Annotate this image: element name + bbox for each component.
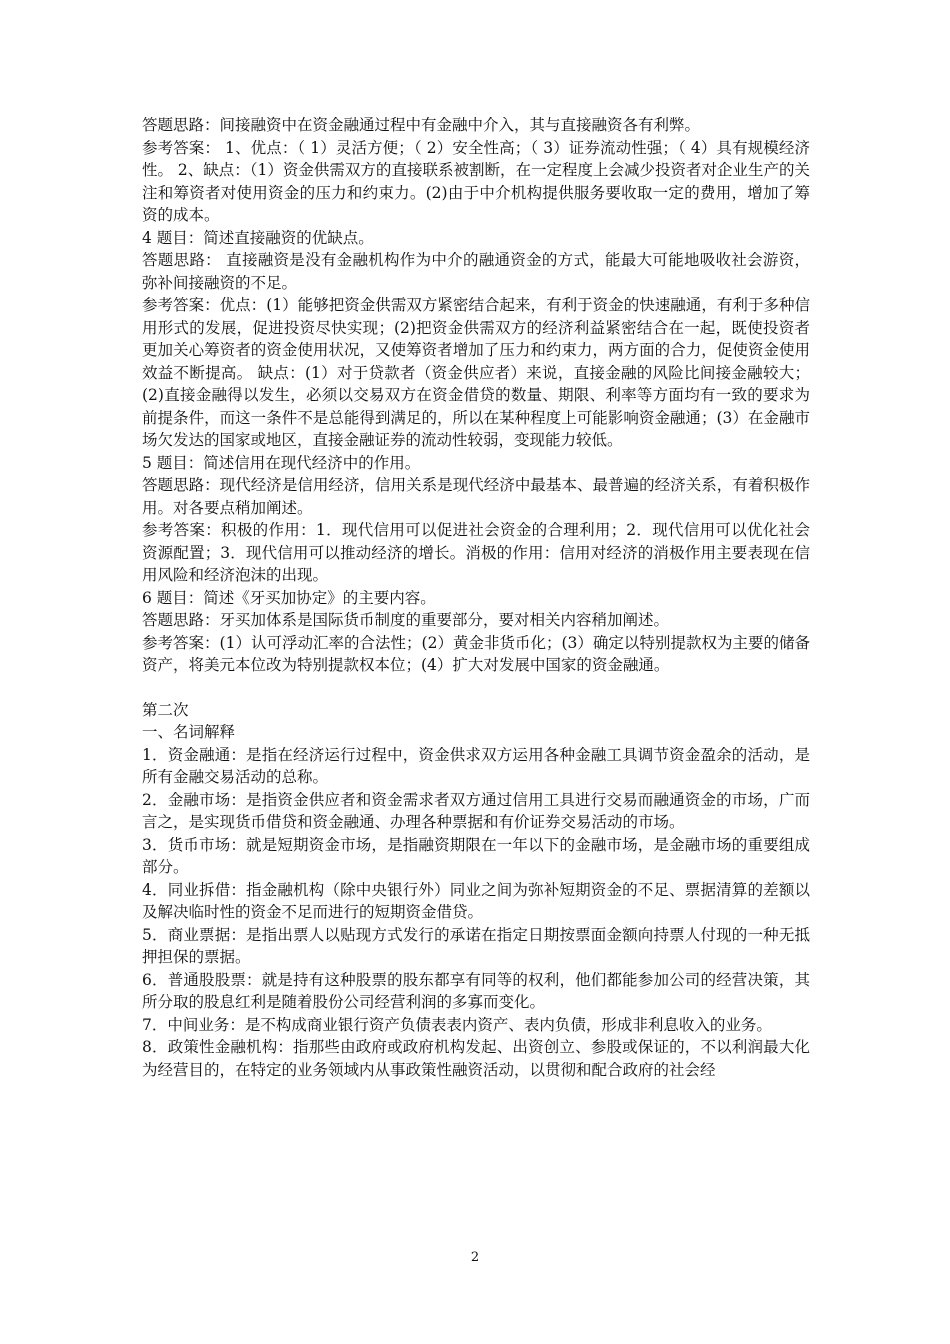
question-heading: 5 题目：简述信用在现代经济中的作用。 (142, 453, 421, 472)
paragraph: 参考答案： 1、优点：（ 1）灵活方便；（ 2）安全性高；（ 3）证券流动性强；（ 4）具有规模经济性。 2、缺点：（1）资金供需双方的直接联系被割断，在一定程度上会减少投资者对企业生产的关注和筹资者对使用资金的压力和约束力。(2)由于中介机构提供服务要收取一定的费用，增加了筹资的成本。 (142, 138, 810, 224)
paragraph: 参考答案：(1）认可浮动汇率的合法性；(2）黄金非货币化；(3）确定以特别提款权为主要的储备资产，将美元本位改为特别提款权本位；(4）扩大对发展中国家的资金融通。 (142, 633, 810, 674)
term-definition: 4．同业拆借：指金融机构（除中央银行外）同业之间为弥补短期资金的不足、票据清算的差额以及解决临时性的资金不足而进行的短期资金借贷。 (142, 880, 810, 921)
question-heading: 6 题目：简述《牙买加协定》的主要内容。 (142, 588, 436, 607)
section-gap (142, 677, 810, 699)
page-number: 2 (470, 1250, 480, 1265)
section-title: 第二次 (142, 700, 189, 719)
paragraph: 答题思路：间接融资中在资金融通过程中有金融中介入，其与直接融资各有利弊。 (142, 116, 701, 134)
term-definition: 7．中间业务：是不构成商业银行资产负债表表内资产、表内负债，形成非利息收入的业务。 (142, 1015, 772, 1034)
paragraph: 答题思路：现代经济是信用经济，信用关系是现代经济中最基本、最普遍的经济关系，有着积极作用。对各要点稍加阐述。 (142, 476, 810, 517)
term-definition: 6．普通股股票：就是持有这种股票的股东都享有同等的权利，他们都能参加公司的经营决策，其所分取的股息红利是随着股份公司经营利润的多寡而变化。 (142, 970, 810, 1011)
term-definition: 1．资金融通：是指在经济运行过程中，资金供求双方运用各种金融工具调节资金盈余的活动，是所有金融交易活动的总称。 (142, 745, 810, 786)
document-page (142, 114, 810, 1081)
term-definition: 5．商业票据：是指出票人以贴现方式发行的承诺在指定日期按票面金额向持票人付现的一种无抵押担保的票据。 (142, 925, 810, 966)
term-definition: 3．货币市场：就是短期资金市场，是指融资期限在一年以下的金融市场，是金融市场的重要组成部分。 (142, 835, 810, 876)
question-heading: 4 题目：简述直接融资的优缺点。 (142, 228, 374, 247)
term-definition: 2．金融市场：是指资金供应者和资金需求者双方通过信用工具进行交易而融通资金的市场，广而言之，是实现货币借贷和资金融通、办理各种票据和有价证券交易活动的市场。 (142, 790, 810, 831)
paragraph: 答题思路： 直接融资是没有金融机构作为中介的融通资金的方式，能最大可能地吸收社会游资，弥补间接融资的不足。 (142, 251, 810, 292)
term-definition: 8．政策性金融机构：指那些由政府或政府机构发起、出资创立、参股或保证的，不以利润最大化为经营目的，在特定的业务领域内从事政策性融资活动，以贯彻和配合政府的社会经 (142, 1038, 810, 1079)
paragraph: 参考答案：积极的作用：1．现代信用可以促进社会资金的合理利用；2．现代信用可以优化社会资源配置；3．现代信用可以推动经济的增长。消极的作用：信用对经济的消极作用主要表现在信用风险和经济泡沫的出现。 (142, 521, 810, 584)
subsection-title: 一、名词解释 (142, 723, 236, 741)
paragraph: 参考答案：优点：(1）能够把资金供需双方紧密结合起来，有利于资金的快速融通，有利于多种信用形式的发展，促进投资尽快实现；(2)把资金供需双方的经济利益紧密结合在一起，既使投资者更加关心筹资者的资金使用状况，又使筹资者增加了压力和约束力，两方面的合力，促使资金使用效益不断提高。 缺点：(1）对于贷款者（资金供应者）来说，直接金融的风险比间接金融较大；(2)直接金融得以发生，必须以交易双方在资金借贷的数量、期限、利率等方面均有一致的要求为前提条件，而这一条件不是总能得到满足的，所以在某种程度上可能影响资金融通；(3）在金融市场欠发达的国家或地区，直接金融证券的流动性较弱，变现能力较低。 (142, 296, 810, 449)
paragraph: 答题思路：牙买加体系是国际货币制度的重要部分，要对相关内容稍加阐述。 (142, 611, 670, 629)
